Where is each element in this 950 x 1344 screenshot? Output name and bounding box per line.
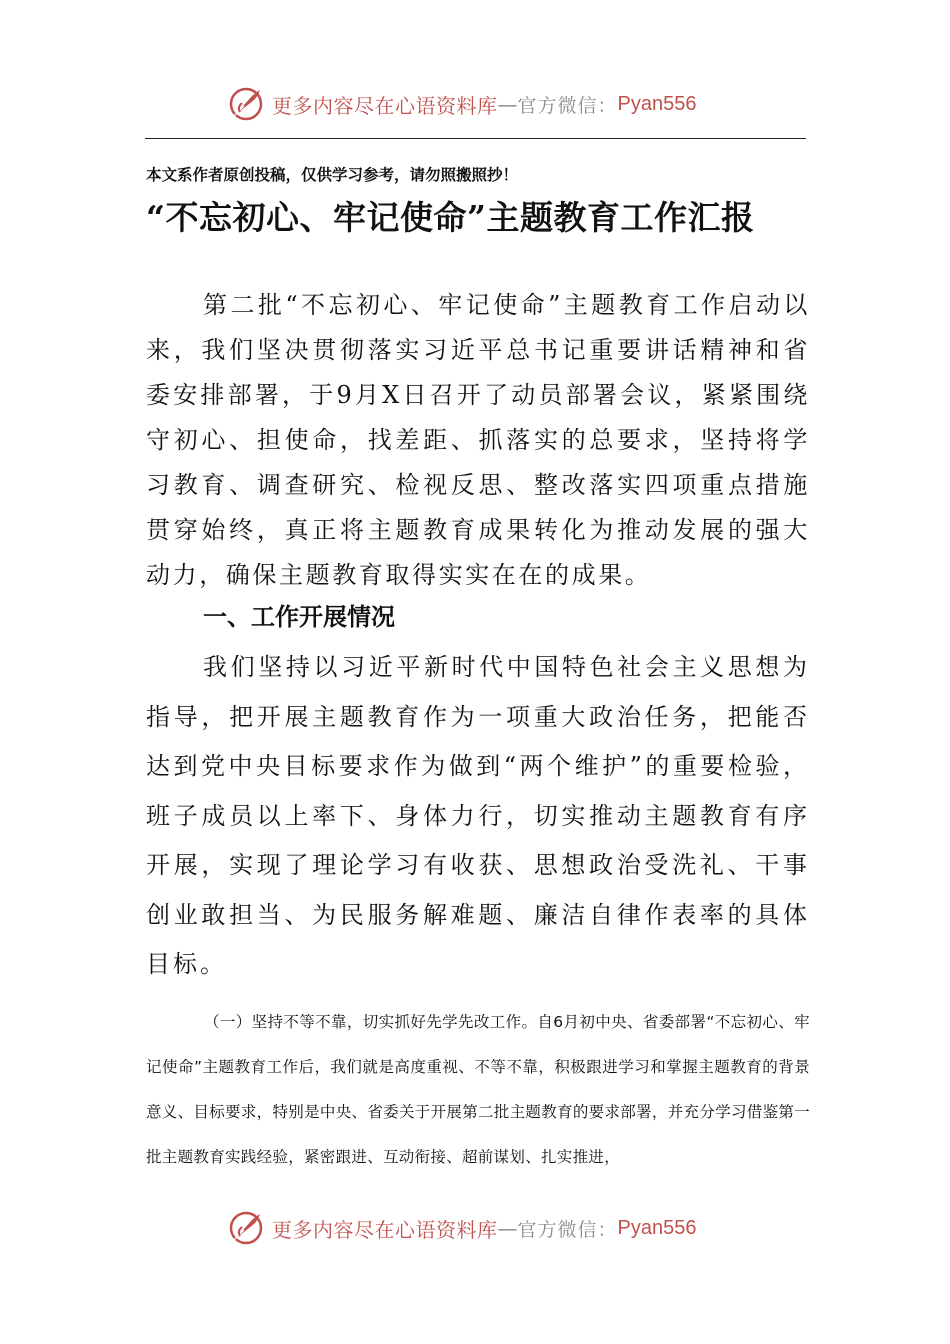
- section-heading: 一、工作开展情况: [203, 603, 395, 631]
- banner-wechat-id: Pyan556: [617, 92, 697, 115]
- banner-wechat-id: Pyan556: [617, 1216, 697, 1239]
- banner-separator: —: [497, 1216, 518, 1240]
- header-banner: [228, 82, 696, 126]
- copyright-notice: 本文系作者原创投稿，仅供学习参考，请勿照搬照抄！: [146, 165, 519, 184]
- footer-banner: [228, 1206, 696, 1250]
- header-divider: [145, 138, 806, 139]
- quill-logo-icon: [228, 1210, 264, 1246]
- banner-slogan: 更多内容尽在心语资料库: [272, 93, 498, 118]
- subsection-paragraph: （一）坚持不等不靠，切实抓好先学先改工作。自6月初中央、省委部署“不忘初心、牢记使命”主题教育工作后，我们就是高度重视、不等不靠，积极跟进学习和掌握主题教育的背景意义、目标要求，特别是中央、省委关于开展第二批主题教育的要求部署，并充分学习借鉴第一批主题教育实践经验，紧密跟进、互动衔接、超前谋划、扎实推进，: [146, 1013, 810, 1166]
- document-title: “不忘初心、牢记使命”主题教育工作汇报: [146, 198, 755, 237]
- banner-slogan: 更多内容尽在心语资料库: [272, 1217, 498, 1242]
- banner-wechat-label: 官方微信：: [517, 1218, 618, 1241]
- banner-wechat-label: 官方微信：: [517, 94, 618, 117]
- quill-logo-icon: [228, 86, 264, 122]
- intro-paragraph: 第二批“不忘初心、牢记使命”主题教育工作启动以来，我们坚决贯彻落实习近平总书记重要讲话精神和省委安排部署，于9月X日召开了动员部署会议，紧紧围绕守初心、担使命，找差距、抓落实的总要求，坚持将学习教育、调查研究、检视反思、整改落实四项重点措施贯穿始终，真正将主题教育成果转化为推动发展的强大动力，确保主题教育取得实实在在的成果。: [146, 291, 810, 589]
- banner-separator: —: [497, 92, 518, 116]
- section-paragraph: 我们坚持以习近平新时代中国特色社会主义思想为指导，把开展主题教育作为一项重大政治任务，把能否达到党中央目标要求作为做到“两个维护”的重要检验，班子成员以上率下、身体力行，切实推动主题教育有序开展，实现了理论学习有收获、思想政治受洗礼、干事创业敢担当、为民服务解难题、廉洁自律作表率的具体目标。: [146, 653, 810, 978]
